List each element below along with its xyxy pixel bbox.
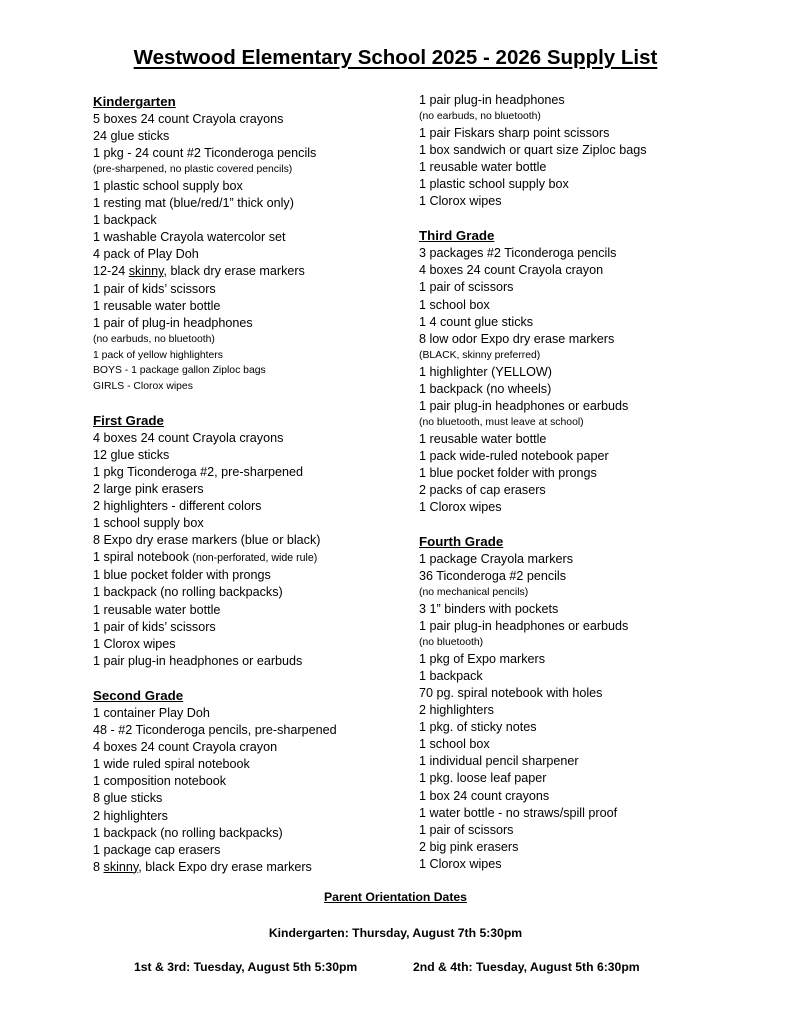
list-item-note: (no bluetooth, must leave at school) [419,416,584,428]
list-item-text: , black dry erase markers [163,264,305,279]
orientation-second-fourth: 2nd & 4th: Tuesday, August 5th 6:30pm [413,960,640,974]
list-item: 1 pair plug-in headphones [419,93,565,107]
list-item-text: , black Expo dry erase markers [138,859,312,874]
list-item: 1 reusable water bottle [93,298,221,313]
list-item: 1 pair plug-in headphones or earbuds [93,653,303,668]
list-item: 4 boxes 24 count Crayola crayon [419,263,604,278]
list-item: 48 - #2 Ticonderoga pencils, pre-sharpened [93,723,337,738]
list-item: 1 box sandwich or quart size Ziploc bags [419,142,647,157]
list-item: 8 low odor Expo dry erase markers [419,331,615,346]
first-grade-heading: First Grade [93,412,164,428]
list-item-note: (BLACK, skinny preferred) [419,349,541,361]
list-item-note: (no bluetooth) [419,637,484,649]
list-item: 5 boxes 24 count Crayola crayons [93,112,284,126]
list-item: 1 pair plug-in headphones or earbuds [419,398,629,413]
list-item: 1 pair of scissors [419,822,514,837]
list-item: 1 pack of yellow highlighters [93,349,223,361]
list-item: GIRLS - Clorox wipes [93,380,193,392]
list-item: 1 backpack (no wheels) [419,381,552,396]
list-item-note: (non-perforated, wide rule) [192,552,318,565]
list-item: 1 school box [419,737,490,752]
list-item: 2 packs of cap erasers [419,482,546,497]
list-item: 1 school supply box [93,516,204,531]
list-item: 12 glue sticks [93,447,170,462]
fourth-grade-heading: Fourth Grade [419,533,504,549]
list-item: 1 pair Fiskars sharp point scissors [419,125,610,140]
orientation-kindergarten: Kindergarten: Thursday, August 7th 5:30pm [268,926,523,940]
list-item: 2 large pink erasers [93,481,204,496]
list-item: 1 pkg - 24 count #2 Ticonderoga pencils [93,146,317,161]
right-column [419,92,764,873]
list-item: 1 Clorox wipes [419,194,502,209]
list-item: BOYS - 1 package gallon Ziploc bags [93,365,266,377]
list-item: 1 backpack (no rolling backpacks) [93,825,283,840]
list-item-note: (no mechanical pencils) [419,587,529,599]
orientation-heading: Parent Orientation Dates [324,890,467,904]
list-item: 2 highlighters [93,808,168,823]
list-item: 2 highlighters [419,703,494,718]
second-grade-heading: Second Grade [93,687,184,703]
list-item: 1 4 count glue sticks [419,314,534,329]
list-item: 4 boxes 24 count Crayola crayons [93,430,284,445]
list-item: 1 wide ruled spiral notebook [93,757,250,772]
list-item: 3 1” binders with pockets [419,601,559,616]
list-item-text: 8 [93,859,104,874]
list-item: 1 composition notebook [93,774,227,789]
list-item [93,549,438,567]
list-item: 1 box 24 count crayons [419,788,550,803]
list-item: 1 highlighter (YELLOW) [419,364,552,379]
list-item: 1 individual pencil sharpener [419,754,579,769]
list-item: 4 pack of Play Doh [93,247,199,262]
list-item: 1 plastic school supply box [419,177,569,192]
list-item: 1 reusable water bottle [419,431,547,446]
list-item-note: (no earbuds, no bluetooth) [93,333,215,345]
list-item: 4 boxes 24 count Crayola crayon [93,740,278,755]
list-item: 1 water bottle - no straws/spill proof [419,805,618,820]
list-item: 1 resting mat (blue/red/1” thick only) [93,196,294,211]
list-item: 8 glue sticks [93,791,163,806]
list-item: 1 pkg. loose leaf paper [419,771,547,786]
list-item: 1 pkg Ticonderoga #2, pre-sharpened [93,464,304,479]
list-item: 70 pg. spiral notebook with holes [419,685,603,700]
list-item: 1 container Play Doh [93,705,210,720]
kindergarten-heading: Kindergarten [93,94,176,109]
list-item: 1 pair of kids’ scissors [93,281,216,296]
list-item: 1 backpack [419,668,483,683]
page-title: Westwood Elementary School 2025 - 2026 Supply List [133,46,658,69]
skinny-underlined: skinny [128,264,164,279]
list-item: 3 packages #2 Ticonderoga pencils [419,246,617,261]
list-item: 8 Expo dry erase markers (blue or black) [93,533,321,548]
orientation-first-third: 1st & 3rd: Tuesday, August 5th 5:30pm [134,960,358,974]
list-item: 36 Ticonderoga #2 pencils [419,569,567,584]
left-column [93,93,438,876]
list-item: 1 Clorox wipes [419,856,502,871]
list-item [93,263,438,280]
list-item: 1 Clorox wipes [419,499,502,514]
list-item: 1 reusable water bottle [93,602,221,617]
list-item: 1 blue pocket folder with prongs [419,465,597,480]
list-item: 1 washable Crayola watercolor set [93,230,286,245]
list-item: 1 pkg of Expo markers [419,651,545,666]
list-item: 2 highlighters - different colors [93,499,262,514]
list-item: 1 package cap erasers [93,842,221,857]
list-item: 1 plastic school supply box [93,178,243,193]
list-item: 1 pair of kids’ scissors [93,619,216,634]
list-item: 1 pack wide-ruled notebook paper [419,448,609,463]
list-item-text: 1 spiral notebook [93,550,193,565]
list-item: 24 glue sticks [93,129,170,144]
list-item: 1 package Crayola markers [419,551,573,566]
list-item [93,859,438,876]
list-item: 1 backpack (no rolling backpacks) [93,585,283,600]
list-item-note: (no earbuds, no bluetooth) [419,111,541,123]
list-item: 1 pair of plug-in headphones [93,315,253,330]
list-item-text: 12-24 [93,264,129,279]
list-item: 1 school box [419,297,490,312]
list-item: 1 reusable water bottle [419,159,547,174]
list-item: 1 pair plug-in headphones or earbuds [419,618,629,633]
list-item-note: (pre-sharpened, no plastic covered pencils) [93,164,293,176]
third-grade-heading: Third Grade [419,228,495,244]
list-item: 1 backpack [93,213,157,228]
list-item: 2 big pink erasers [419,839,519,854]
list-item: 1 pkg. of sticky notes [419,720,537,735]
list-item: 1 Clorox wipes [93,636,176,651]
list-item: 1 pair of scissors [419,280,514,295]
skinny-underlined: skinny [103,859,139,874]
list-item: 1 blue pocket folder with prongs [93,568,271,583]
